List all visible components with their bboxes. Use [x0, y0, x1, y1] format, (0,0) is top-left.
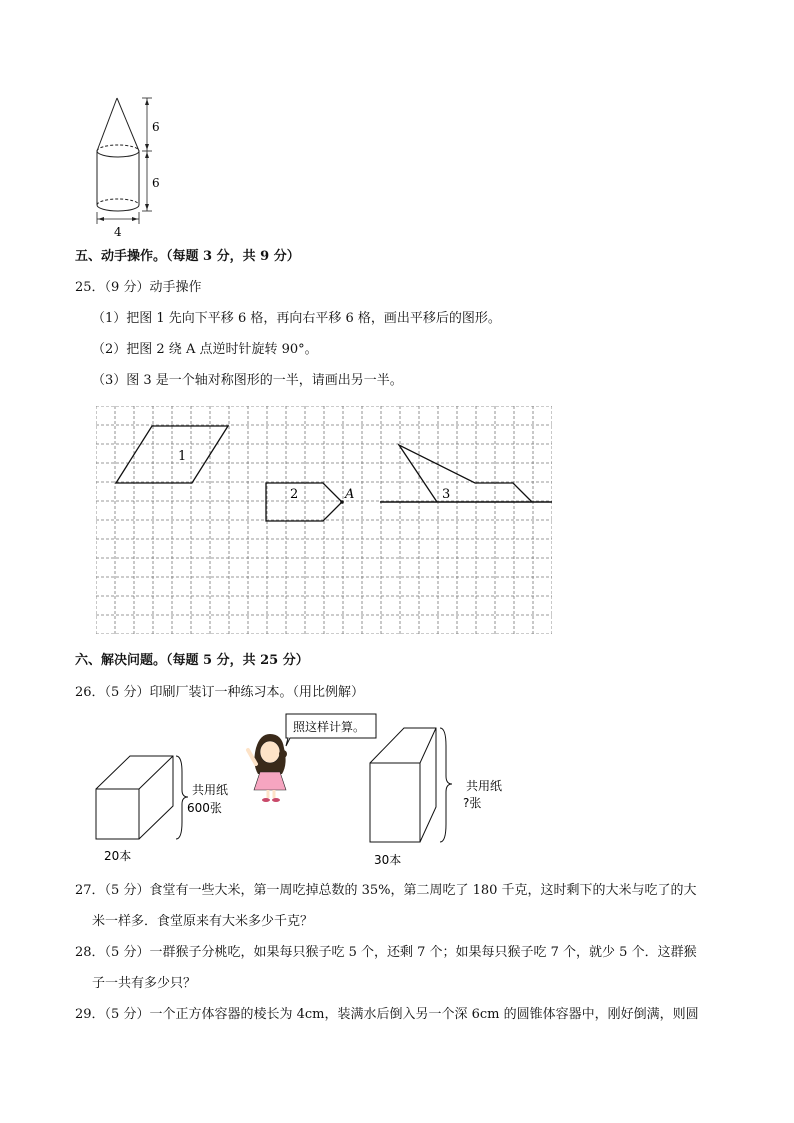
- figure-2-pentagon: [266, 483, 342, 521]
- section6-heading: 六、解决问题。（每题 5 分，共 25 分）: [75, 653, 309, 668]
- q25-title: 25．（9 分）动手操作: [75, 280, 202, 295]
- q28-line-2: 子一共有多少只？: [92, 976, 197, 991]
- right-book-stack: [370, 728, 436, 842]
- q28-line-1: 28．（5 分）一群猴子分桃吃，如果每只猴子吃 5 个，还剩 7 个；如果每只猴子吃 7 个，就少 5 个．这群猴: [75, 945, 697, 960]
- q25-grid-figure: [96, 406, 552, 634]
- left-book-stack: [96, 756, 173, 839]
- left-count: 20本: [104, 849, 132, 863]
- cone-cylinder-figure: [85, 90, 175, 240]
- q25-item-1: （1）把图 1 先向下平移 6 格，再向右平移 6 格，画出平移后的图形。: [92, 311, 501, 326]
- figure-3-label: 3: [442, 487, 451, 502]
- right-label-2: ?张: [463, 796, 482, 810]
- figure-1-label: 1: [178, 449, 187, 464]
- q26-title: 26．（5 分）印刷厂装订一种练习本。（用比例解）: [75, 685, 364, 700]
- label-lower-height: 6: [152, 176, 160, 190]
- girl-illustration: [248, 734, 287, 802]
- q26-illustration: [90, 712, 530, 872]
- figure-2-label: 2: [290, 487, 299, 502]
- left-label-1: 共用纸: [192, 783, 229, 797]
- label-diameter: 4: [114, 225, 122, 239]
- left-label-2: 600张: [187, 801, 222, 815]
- label-upper-height: 6: [152, 120, 160, 134]
- right-count: 30本: [374, 853, 402, 867]
- section5-heading: 五、动手操作。（每题 3 分，共 9 分）: [75, 249, 300, 264]
- q27-line-1: 27．（5 分）食堂有一些大米，第一周吃掉总数的 35%，第二周吃了 180 千克，这时剩下的大米与吃了的大: [75, 883, 697, 898]
- point-a-label: A: [345, 487, 355, 502]
- q25-item-2: （2）把图 2 绕 A 点逆时针旋转 90°。: [92, 342, 318, 357]
- q27-line-2: 米一样多．食堂原来有大米多少千克？: [92, 914, 314, 929]
- speech-bubble-text: 照这样计算。: [293, 720, 366, 734]
- figure-1-parallelogram: [116, 426, 228, 483]
- q29-line-1: 29．（5 分）一个正方体容器的棱长为 4cm，装满水后倒入另一个深 6cm 的圆锥体容器中，刚好倒满，则圆: [75, 1007, 699, 1022]
- q25-item-3: （3）图 3 是一个轴对称图形的一半，请画出另一半。: [92, 373, 403, 388]
- right-label-1: 共用纸: [466, 779, 503, 793]
